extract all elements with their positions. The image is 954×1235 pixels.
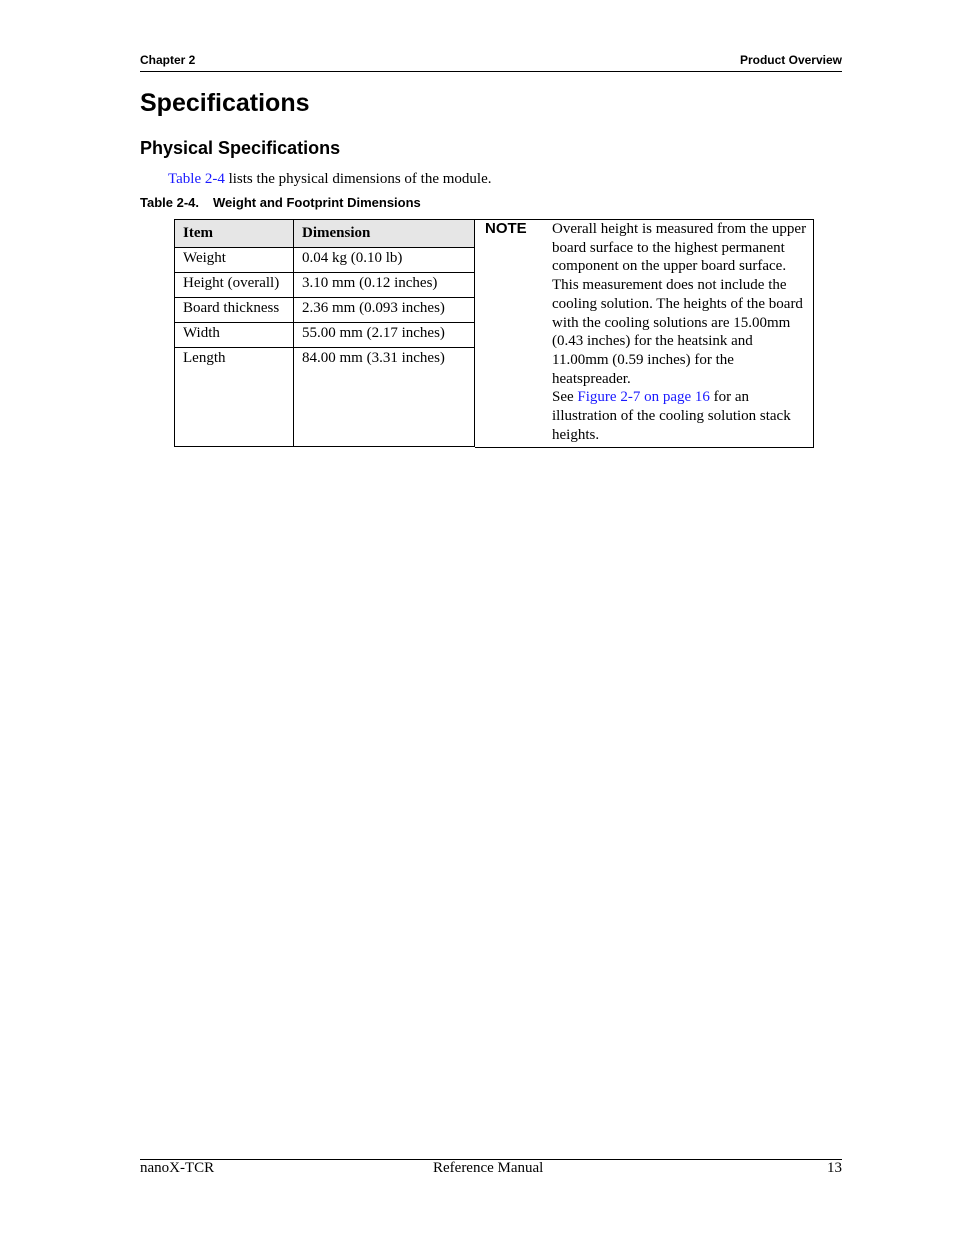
note-see-paragraph: [552, 388, 808, 444]
cell-dimension: 2.36 mm (0.093 inches): [294, 298, 475, 323]
see-prefix: See: [552, 389, 578, 406]
chapter-label: Chapter 2: [140, 53, 196, 67]
page-header: [140, 53, 842, 72]
caption-number: Table 2-4.: [140, 195, 200, 210]
footer-product: nanoX-TCR: [140, 1160, 215, 1176]
cell-item: Weight: [175, 248, 294, 273]
table-row: [175, 323, 475, 348]
page-footer: [140, 1159, 842, 1176]
table-ref-link[interactable]: Table 2-4: [168, 171, 225, 187]
footer-doc-title: Reference Manual: [433, 1160, 544, 1176]
table-row: [175, 248, 475, 273]
cell-dimension: 84.00 mm (3.31 inches): [294, 348, 475, 447]
table-row: [175, 273, 475, 298]
cell-item: Height (overall): [175, 273, 294, 298]
page-title: Specifications: [140, 89, 310, 117]
table-header-row: [175, 220, 475, 248]
cell-item: Length: [175, 348, 294, 447]
table-row: [175, 348, 475, 447]
section-label: Product Overview: [739, 53, 842, 67]
see-suffix: for an illustration of the cooling solution stack heights.: [552, 389, 791, 443]
page-number: 13: [827, 1160, 842, 1176]
header-item: Item: [175, 220, 294, 248]
note-paragraph: Overall height is measured from the upper board surface to the highest permanent component on the upper board surface. This measurement does not include the cooling solution. The heights of the board with the cooling solutions are 15.00mm (0.43 inches) for the heatsink and 11.00mm (0.59 inches) for the heatspreader.: [552, 221, 807, 387]
table-caption: [140, 195, 421, 210]
figure-ref-link[interactable]: Figure 2-7 on page 16: [577, 389, 710, 406]
note-label: NOTE: [485, 220, 527, 237]
cell-dimension: 3.10 mm (0.12 inches): [294, 273, 475, 298]
cell-dimension: 55.00 mm (2.17 inches): [294, 323, 475, 348]
table-row: [175, 298, 475, 323]
intro-text: lists the physical dimensions of the module.: [224, 171, 492, 187]
cell-dimension: 0.04 kg (0.10 lb): [294, 248, 475, 273]
header-dimension: Dimension: [294, 220, 475, 248]
dimensions-table: [174, 219, 475, 447]
cell-item: Width: [175, 323, 294, 348]
note-text: [552, 220, 808, 444]
section-heading: Physical Specifications: [140, 138, 341, 158]
intro-paragraph: [168, 171, 491, 188]
note-box: [475, 219, 814, 448]
caption-text: Weight and Footprint Dimensions: [213, 195, 421, 210]
cell-item: Board thickness: [175, 298, 294, 323]
